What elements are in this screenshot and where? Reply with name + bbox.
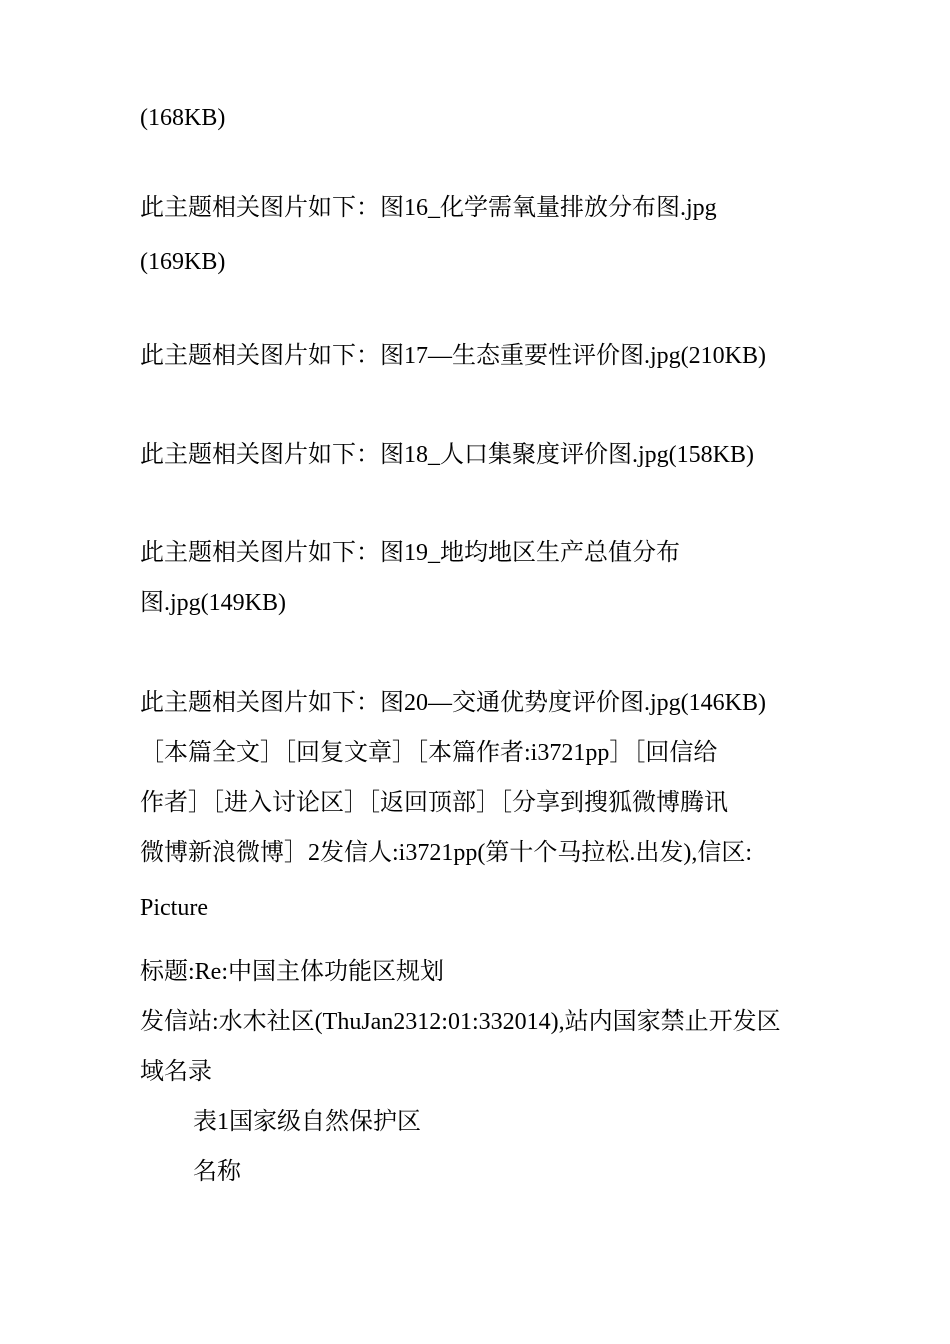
text-line-station: 发信站:水木社区(ThuJan2312:01:332014),站内国家禁止开发区 (140, 1009, 781, 1035)
text-line-figure-19-cont: 图.jpg(149KB) (140, 590, 286, 616)
text-line-figure-17: 此主题相关图片如下：图17—生态重要性评价图.jpg(210KB) (140, 343, 766, 369)
table-column-header: 名称 (193, 1159, 241, 1185)
text-line-subject: 标题:Re:中国主体功能区规划 (140, 959, 444, 985)
text-line-board: Picture (140, 895, 208, 921)
table-caption: 表1国家级自然保护区 (193, 1109, 421, 1135)
text-line-sender: 微博新浪微博］2发信人:i3721pp(第十个马拉松.出发),信区: (140, 840, 752, 866)
text-line-figure-20: 此主题相关图片如下：图20—交通优势度评价图.jpg(146KB) (140, 690, 766, 716)
text-line-figure-19: 此主题相关图片如下：图19_地均地区生产总值分布 (140, 540, 680, 566)
text-line-figure-18: 此主题相关图片如下：图18_人口集聚度评价图.jpg(158KB) (140, 442, 754, 468)
text-line-station-cont: 域名录 (140, 1059, 212, 1085)
text-line-links-1: ［本篇全文］［回复文章］［本篇作者:i3721pp］［回信给 (140, 740, 718, 766)
text-line-size-169kb: (169KB) (140, 249, 226, 275)
text-line-size-168kb: (168KB) (140, 105, 226, 131)
text-line-figure-16: 此主题相关图片如下：图16_化学需氧量排放分布图.jpg (140, 195, 717, 221)
text-line-links-2: 作者］［进入讨论区］［返回顶部］［分享到搜狐微博腾讯 (140, 790, 728, 816)
